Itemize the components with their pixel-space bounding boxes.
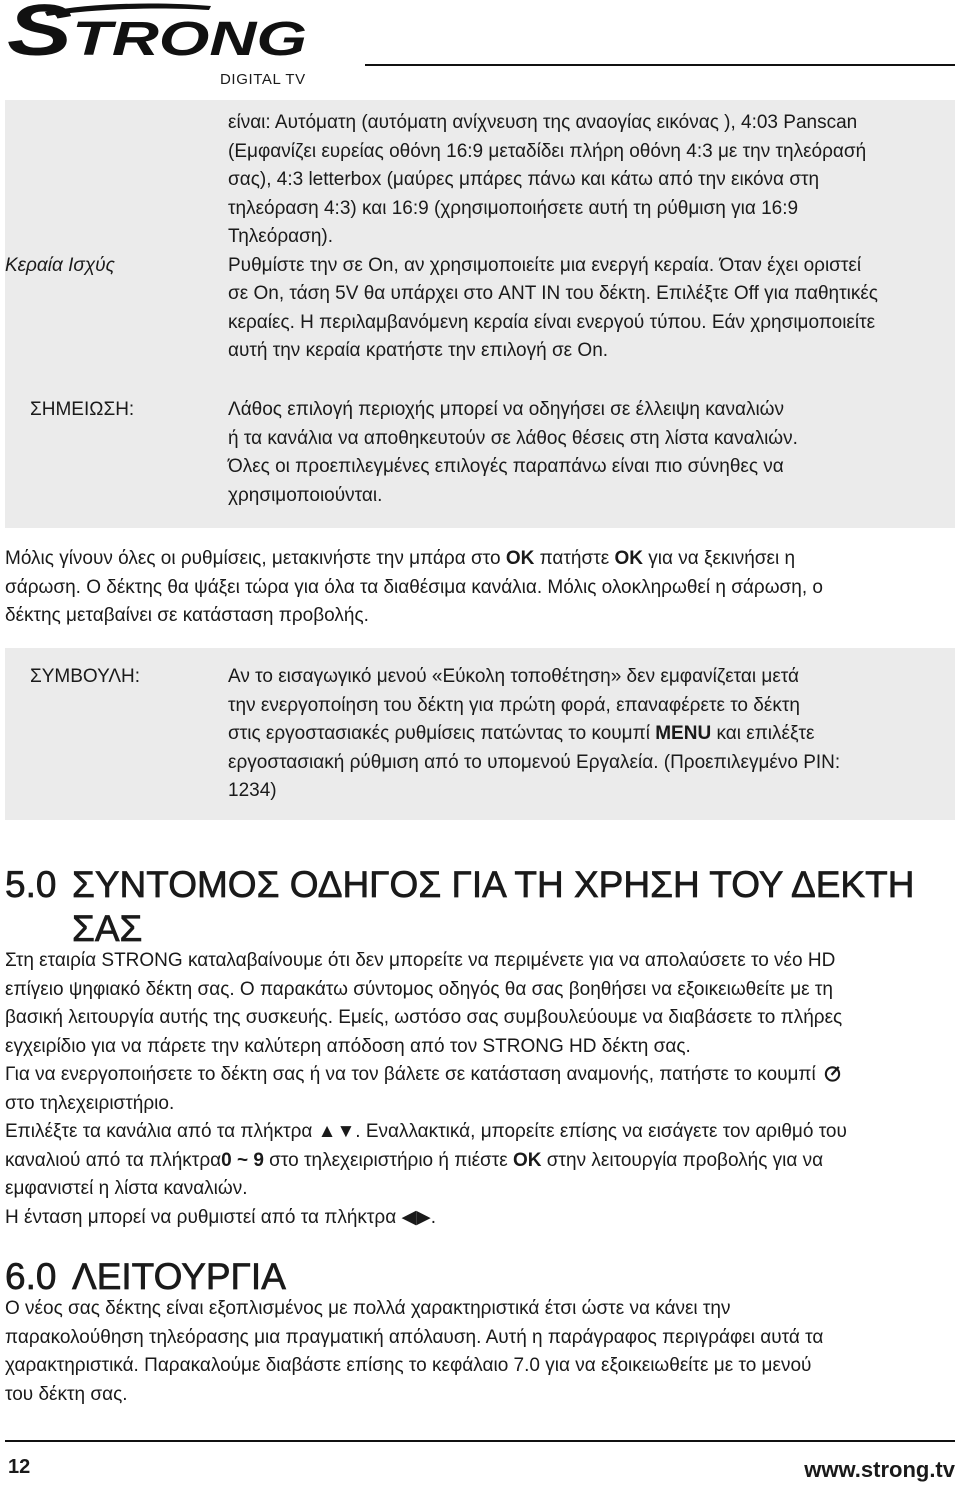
text-line: χαρακτηριστικά. Παρακαλούμε διαβάστε επίσης το κεφάλαιο 7.0 για να εξοικειωθείτε με το μενού xyxy=(5,1355,812,1376)
text-line xyxy=(228,720,840,749)
note-label: ΣΗΜΕΙΩΣΗ: xyxy=(30,399,135,420)
key-label: MENU xyxy=(655,723,712,744)
text-line: σάρωση. Ο δέκτης θα ψάξει τώρα για όλα τα διαθέσιμα κανάλια. Μόλις ολοκληρωθεί η σάρωση, ο xyxy=(5,576,823,598)
header-rule xyxy=(365,64,955,66)
text-run: Μόλις γίνουν όλες οι ρυθμίσεις, μετακινήστε την μπάρα στο xyxy=(5,548,506,569)
power-icon xyxy=(823,1064,842,1083)
section-number: 6.0 xyxy=(5,1256,57,1297)
logo-initial: S xyxy=(7,1,56,61)
text-line: εγχειρίδιο για να πάρετε την καλύτερη απόδοση από τον STRONG HD δέκτη σας. xyxy=(5,1035,691,1057)
section-5-body xyxy=(5,947,847,1232)
section-title xyxy=(72,1255,286,1299)
website-url: www.strong.tv xyxy=(804,1457,955,1482)
section-title-line: ΛΕΙΤΟΥΡΓΙΑ xyxy=(72,1256,286,1297)
strong-logo xyxy=(5,1,315,61)
text-line: χρησιμοποιούνται. xyxy=(228,484,383,506)
text-line xyxy=(5,1147,847,1176)
note-text xyxy=(228,396,798,510)
text-run: στην λειτουργία προβολής για να xyxy=(541,1149,824,1171)
logo-tagline: DIGITAL TV xyxy=(220,71,306,88)
setting-label-antenna-power: Κεραία Ισχύς xyxy=(5,254,115,276)
tip-text xyxy=(228,663,840,806)
text-line xyxy=(5,545,823,574)
section-number: 5.0 xyxy=(5,864,57,905)
section-title xyxy=(72,863,914,951)
text-line: Όλες οι προεπιλεγμένες επιλογές παραπάνω είναι πιο σύνηθες να xyxy=(228,456,784,477)
setting-description-antenna-power xyxy=(228,252,878,366)
text-run: για να ξεκινήσει η xyxy=(642,548,796,569)
tip-label: ΣΥΜΒΟΥΛΗ: xyxy=(30,666,141,687)
text-line: Τηλεόραση). xyxy=(228,226,334,247)
text-line: την ενεργοποίηση του δέκτη για πρώτη φορά, επαναφέρετε το δέκτη xyxy=(228,694,800,716)
text-run: Για να ενεργοποιήσετε το δέκτη σας ή να τον βάλετε σε κατάσταση αναμονής, πατήστε το κουμπί xyxy=(5,1064,822,1085)
text-line: σας), 4:3 letterbox (μαύρες μπάρες πάνω και κάτω από την εικόνα στη xyxy=(228,169,820,190)
section-title-line: ΣΥΝΤΟΜΟΣ ΟΔΗΓΟΣ ΓΙΑ ΤΗ ΧΡΗΣΗ ΤΟΥ ΔΕΚΤΗ xyxy=(72,864,915,905)
text-line: αυτή την κεραία κρατήστε την επιλογή σε On. xyxy=(228,340,609,361)
text-line: παρακολούθηση τηλεόρασης μια πραγματική απόλαυση. Αυτή η παράγραφος περιγράφει αυτά τα xyxy=(5,1326,824,1348)
text-line: δέκτης μεταβαίνει σε κατάσταση προβολής. xyxy=(5,605,369,626)
text-line: είναι: Αυτόματη (αυτόματη ανίχνευση της αναογίας εικόνας ), 4:03 Panscan xyxy=(228,112,858,133)
text-run: πατήστε xyxy=(534,548,615,569)
text-run: και επιλέξτε xyxy=(711,723,815,744)
power-icon-glyph xyxy=(823,1064,842,1083)
page-number: 12 xyxy=(8,1456,31,1478)
text-line: κεραίες. Η περιλαμβανόμενη κεραία είναι ενεργού τύπου. Εάν χρησιμοποιείτε xyxy=(228,311,876,333)
text-line: εργοστασιακή ρύθμιση από το υπομενού Εργαλεία. (Προεπιλεγμένο PIN: xyxy=(228,751,841,773)
text-line: τηλεόραση 4:3) και 16:9 (χρησιμοποιήσετε αυτή τη ρύθμιση για 16:9 xyxy=(228,197,799,219)
text-line: του δέκτη σας. xyxy=(5,1383,128,1405)
section-title-line: ΣΑΣ xyxy=(72,908,143,949)
text-line: Η ένταση μπορεί να ρυθμιστεί από τα πλήκτρα ◀▶. xyxy=(5,1206,436,1228)
text-run: καναλιού από τα πλήκτρα xyxy=(5,1149,222,1171)
logo-rest: TRONG xyxy=(72,13,246,61)
text-line: Επιλέξτε τα κανάλια από τα πλήκτρα ▲▼. Εναλλακτικά, μπορείτε επίσης να εισάγετε τον αριθμό του xyxy=(5,1121,847,1142)
section-6-body xyxy=(5,1295,823,1409)
text-run: στις εργοστασιακές ρυθμίσεις πατώντας το κουμπί xyxy=(228,723,656,744)
text-line: εμφανιστεί η λίστα καναλιών. xyxy=(5,1178,248,1199)
text-line: Αν το εισαγωγικό μενού «Εύκολη τοποθέτηση» δεν εμφανίζεται μετά xyxy=(228,666,800,687)
text-line: Ο νέος σας δέκτης είναι εξοπλισμένος με πολλά χαρακτηριστικά έτσι ώστε να κάνει την xyxy=(5,1298,731,1319)
text-line: επίγειο ψηφιακό δέκτη σας. Ο παρακάτω σύντομος οδηγός θα σας βοηθήσει να εξοικειωθείτε με τη xyxy=(5,978,833,1000)
text-run: στο τηλεχειριστήριο ή πιέστε xyxy=(263,1149,514,1171)
footer-rule xyxy=(5,1440,955,1442)
text-line: Στη εταιρία STRONG καταλαβαίνουμε ότι δεν μπορείτε να περιμένετε για να απολαύσετε το νέο HD xyxy=(5,950,836,971)
scan-paragraph xyxy=(5,545,823,631)
text-line: Ρυθμίστε την σε On, αν χρησιμοποιείτε μια ενεργή κεραία. Όταν έχει οριστεί xyxy=(228,254,862,276)
key-label: OK xyxy=(505,548,535,569)
svg-text:STRONG xyxy=(7,1,307,61)
text-line: σε On, τάση 5V θα υπάρχει στο ANT IN του δέκτη. Επιλέξτε Off για παθητικές xyxy=(228,283,878,304)
text-line: βασική λειτουργία αυτής της συσκευής. Εμείς, ωστόσο σας συμβουλεύουμε να διαβάσετε το πλήρες xyxy=(5,1007,843,1028)
text-line: 1234) xyxy=(228,780,277,801)
text-line: Λάθος επιλογή περιοχής μπορεί να οδηγήσει σε έλλειψη καναλιών xyxy=(228,399,785,420)
settings-continuation-text xyxy=(228,109,866,252)
text-line: ή τα κανάλια να αποθηκευτούν σε λάθος θέσεις στη λίστα καναλιών. xyxy=(228,427,798,449)
key-label: OK xyxy=(614,548,643,569)
key-label: OK xyxy=(513,1149,542,1171)
text-line xyxy=(5,1061,847,1090)
text-line: στο τηλεχειριστήριο. xyxy=(5,1092,175,1114)
text-line: (Εμφανίζει ευρείας οθόνη 16:9 μεταδίδει πλήρη οθόνη 4:3 με την τηλεόρασή xyxy=(228,140,867,162)
key-label: 0 ~ 9 xyxy=(221,1149,264,1171)
